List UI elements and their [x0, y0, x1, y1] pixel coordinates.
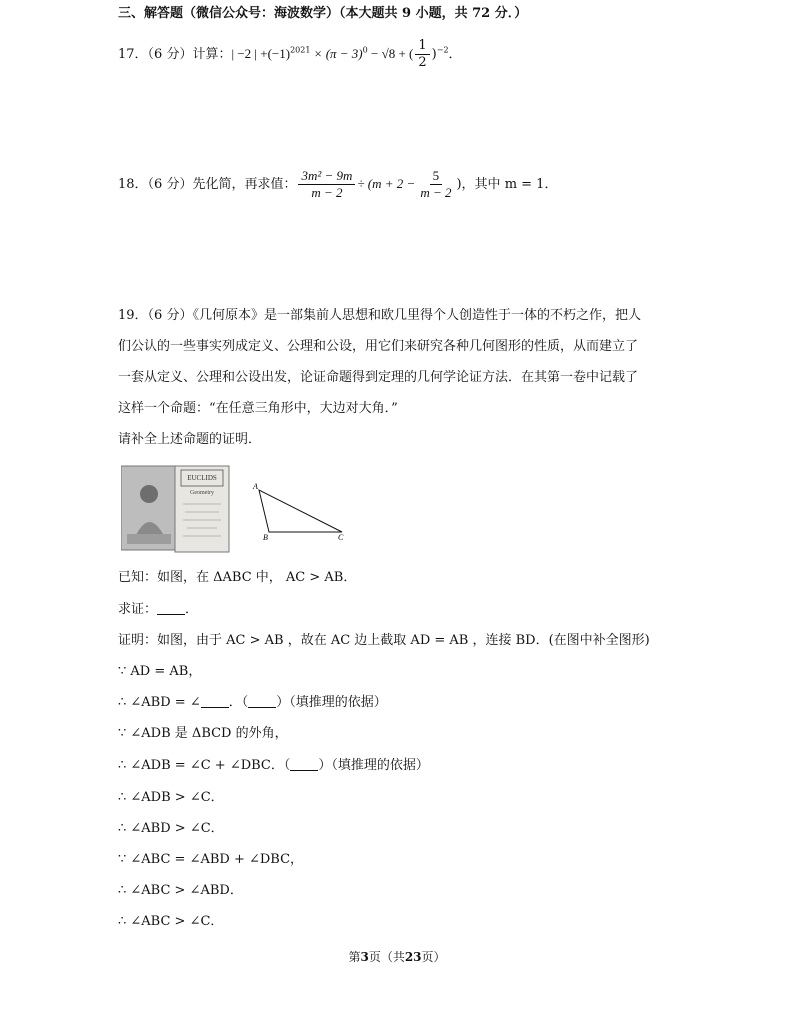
- q17-prefix: 17．（6 分）计算：: [118, 47, 232, 62]
- proof-step-5: ∴ ∠ADB > ∠C．: [118, 790, 224, 805]
- proof-intro: 证明：如图，由于 AC > AB ，故在 AC 边上截取 AD = AB ，连接 BD．(在图中补全图形): [118, 633, 650, 648]
- prove-blank[interactable]: [157, 600, 185, 615]
- reason-blank-1[interactable]: [248, 693, 276, 708]
- q18-tail: )，其中 m = 1．: [456, 177, 558, 192]
- section-heading: 三、解答题（微信公众号：海波数学）（本大题共 9 小题，共 72 分．）: [118, 6, 528, 21]
- euclid-book-figure: [121, 464, 231, 554]
- proof-step-2-c: ）（填推理的依据）: [276, 695, 387, 710]
- q18-f1-den: m − 2: [311, 185, 343, 200]
- q17-suffix: ．: [448, 47, 462, 62]
- q19-line-2: 们公认的一些事实列成定义、公理和公设，用它们来研究各种几何图形的性质，从而建立了: [118, 339, 639, 354]
- q17-frac-den: 2: [418, 55, 427, 70]
- footer-post: 页）: [421, 950, 446, 964]
- proof-step-2-b: ．（: [228, 695, 249, 710]
- q17-exp-0: 0: [362, 45, 368, 55]
- q18-f2-num: 5: [430, 168, 443, 185]
- q17-exp-2021: 2021: [290, 45, 311, 55]
- prove-end: ．: [185, 602, 199, 617]
- q17-frac-num: 1: [415, 38, 429, 55]
- proof-step-9: ∴ ∠ABC > ∠C．: [118, 914, 224, 929]
- footer-total-pages: 23: [404, 950, 422, 964]
- triangle-figure: [250, 480, 350, 540]
- proof-step-6: ∴ ∠ABD > ∠C．: [118, 821, 224, 836]
- angle-blank[interactable]: [201, 693, 229, 708]
- q19-line-4: 这样一个命题：“在任意三角形中，大边对大角．”: [118, 401, 398, 416]
- question-18: [118, 168, 557, 201]
- q18-f2-den: m − 2: [420, 185, 452, 200]
- q18-fraction-1: [298, 168, 355, 201]
- q17-fraction: [415, 38, 429, 71]
- footer-mid: 页（共: [368, 950, 405, 964]
- proof-step-8: ∴ ∠ABC > ∠ABD．: [118, 883, 243, 898]
- page-footer: [0, 948, 794, 965]
- known-statement: 已知：如图，在 ΔABC 中， AC > AB．: [118, 570, 357, 585]
- q19-line-1: 19．（6 分）《几何原本》是一部集前人思想和欧几里得个人创造性于一体的不朽之作，把人: [118, 308, 641, 323]
- vertex-c-label: C: [338, 533, 344, 540]
- vertex-a-label: A: [253, 482, 258, 491]
- q17-exp-neg2: −2: [436, 45, 449, 55]
- q17-expr-a: | −2 | +(−1): [231, 46, 291, 61]
- euclid-book-image: [121, 464, 231, 554]
- q19-line-3: 一套从定义、公理和公设出发，论证命题得到定理的几何学论证方法．在其第一卷中记载了: [118, 370, 639, 385]
- triangle-abc: [250, 480, 350, 540]
- q18-f1-num: 3m² − 9m: [298, 168, 355, 185]
- question-17: [118, 38, 462, 71]
- footer-pre: 第: [348, 950, 361, 964]
- proof-step-2-a: ∴ ∠ABD = ∠: [118, 695, 201, 710]
- proof-step-1: ∵ AD = AB，: [118, 664, 202, 679]
- proof-step-3: ∵ ∠ADB 是 ΔBCD 的外角，: [118, 726, 288, 741]
- book-subtitle-text: Geometry: [190, 490, 214, 496]
- q17-expr-b: × (π − 3): [310, 46, 363, 61]
- book-title-text: EUCLIDS: [187, 474, 217, 482]
- proof-step-4-a: ∴ ∠ADB = ∠C + ∠DBC．（: [118, 758, 291, 773]
- q17-expr-c: − √8 + (: [367, 46, 414, 61]
- q18-mid: ÷ (m + 2 −: [357, 176, 416, 191]
- proof-step-2: [118, 693, 387, 713]
- footer-page-number: 3: [360, 950, 369, 964]
- proof-step-4-b: ）（填推理的依据）: [318, 758, 429, 773]
- q17-expr-d: ): [431, 47, 437, 62]
- prove-statement: [118, 600, 198, 620]
- vertex-b-label: B: [263, 533, 268, 540]
- proof-step-7: ∵ ∠ABC = ∠ABD + ∠DBC，: [118, 852, 304, 867]
- prove-label: 求证：: [118, 602, 158, 617]
- reason-blank-2[interactable]: [290, 756, 318, 771]
- proof-step-4: [118, 756, 429, 776]
- q18-prefix: 18．（6 分）先化简，再求值：: [118, 177, 297, 192]
- q18-fraction-2: [417, 168, 454, 201]
- q19-line-5: 请补全上述命题的证明．: [118, 432, 262, 447]
